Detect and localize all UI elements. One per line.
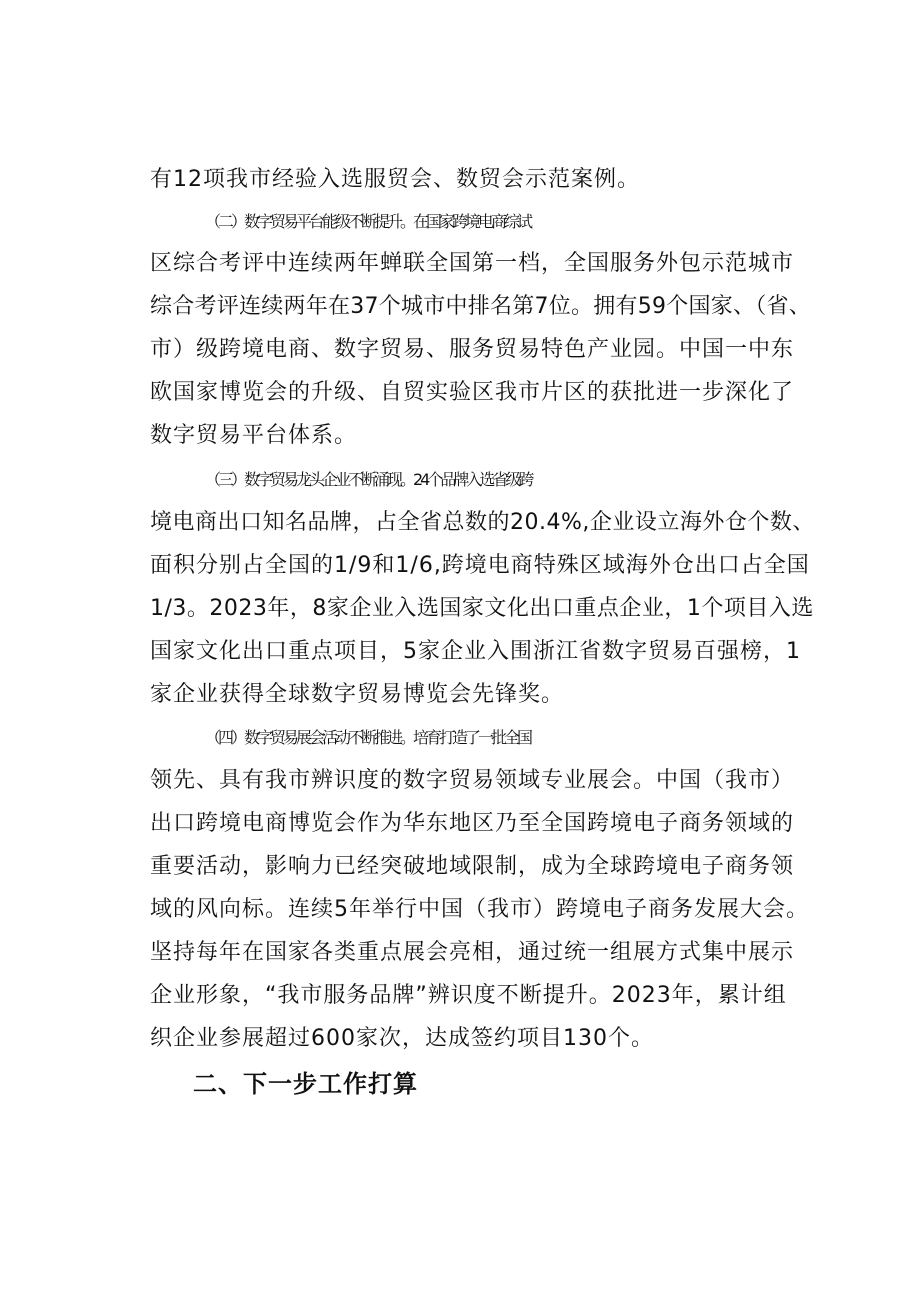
paragraph-line-2: （二）数字贸易平台能级不断提升。在国家跨境电商综试: [205, 212, 531, 231]
paragraph-line-8: （三）数字贸易龙头企业不断涌现。24个品牌入选省级跨: [205, 470, 532, 489]
paragraph-line-19: 坚持每年在国家各类重点展会亮相，通过统一组展方式集中展示: [150, 940, 795, 965]
paragraph-line-9: 境电商出口知名品牌，占全省总数的20.4%,企业设立海外仓个数、: [150, 510, 815, 535]
paragraph-line-14: （四）数字贸易展会活动不断推进。培育打造了一批全国: [205, 728, 531, 747]
paragraph-line-21: 织企业参展超过600家次，达成签约项目130个。: [150, 1026, 654, 1051]
paragraph-line-16: 出口跨境电商博览会作为华东地区乃至全国跨境电子商务领域的: [150, 811, 795, 836]
paragraph-line-11: 1/3。2023年，8家企业入选国家文化出口重点企业，1个项目入选: [150, 596, 814, 621]
paragraph-line-6: 欧国家博览会的升级、自贸实验区我市片区的获批进一步深化了: [150, 380, 795, 405]
paragraph-line-18: 域的风向标。连续5年举行中国（我市）跨境电子商务发展大会。: [150, 897, 809, 922]
paragraph-line-13: 家企业获得全球数字贸易博览会先锋奖。: [150, 682, 565, 707]
paragraph-line-10: 面积分别占全国的1/9和1/6,跨境电商特殊区域海外仓出口占全国: [150, 553, 810, 578]
paragraph-line-7: 数字贸易平台体系。: [150, 423, 358, 448]
paragraph-line-20: 企业形象，“我市服务品牌”辨识度不断提升。2023年，累计组: [150, 983, 787, 1008]
paragraph-line-15: 领先、具有我市辨识度的数字贸易领域专业展会。中国（我市）: [150, 768, 795, 793]
paragraph-line-5: 市）级跨境电商、数字贸易、服务贸易特色产业园。中国一中东: [150, 337, 795, 362]
paragraph-line-3: 区综合考评中连续两年蝉联全国第一档，全国服务外包示范城市: [150, 251, 795, 276]
section-heading: 二、下一步工作打算: [193, 1070, 418, 1098]
paragraph-line-1: 有12项我市经验入选服贸会、数贸会示范案例。: [150, 167, 640, 192]
paragraph-line-17: 重要活动，影响力已经突破地域限制，成为全球跨境电子商务领: [150, 854, 795, 879]
paragraph-line-12: 国家文化出口重点项目，5家企业入围浙江省数字贸易百强榜，1: [150, 639, 801, 664]
paragraph-line-4: 综合考评连续两年在37个城市中排名第7位。拥有59个国家、（省、: [150, 294, 811, 319]
